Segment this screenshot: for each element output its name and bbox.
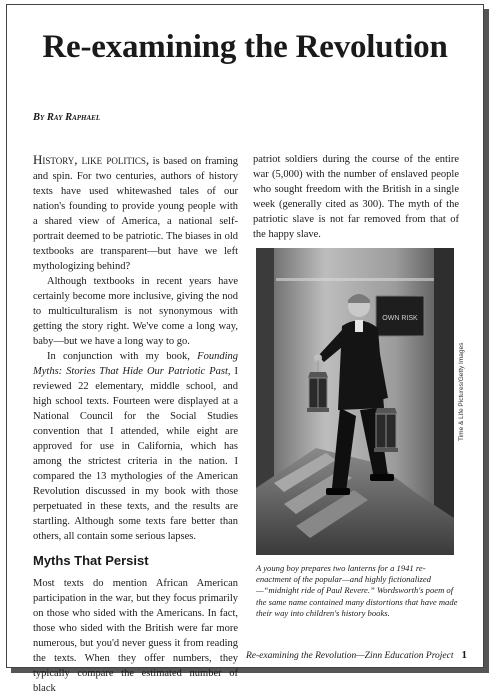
byline-prefix: By [33, 112, 45, 123]
page-footer [246, 649, 467, 661]
photo-caption: A young boy prepares two lanterns for a 1941 re-enactment of the popular—and highly fictionalized—“midnight ride of Paul Revere.” Wordsworth's poem of the same name contained many distortions that have made their way into children's history books. [256, 563, 458, 618]
paragraph-3 [33, 349, 238, 544]
footer-text: Re-examining the Revolution—Zinn Education Project [245, 651, 454, 661]
paragraph-4: Most texts do mention African American participation in the war, but they focus primarily on those who sided with the Americans. In fact, those who sided with the British were far more numerous, but you'd never guess it from reading the texts. When they offer numbers, they typically compare the estimated number of black [33, 578, 238, 694]
paragraph-3-text-b: , I reviewed 22 elementary, middle school, and high school texts. Fourteen were displayed at a National Council for the Social Studies convention that I attended, while eight are approved for use in California, which has among the strictest criteria in the nation. I compared the 13 mythologies of the American Revolution discussed in my book with those perpetuated in these texts, and the results are startling. Although some texts fare better than others, all contain some serious lapses. [33, 366, 238, 542]
photo-boy-with-lanterns [256, 248, 454, 555]
paragraph-2: Although textbooks in recent years have certainly become more inclusive, giving the nod to multiculturalism is not synonymous with getting the story right. We've come a long way, baby—but we have a long way to go. [33, 276, 238, 347]
photo-credit: Time & Life Pictures/Getty Images [458, 342, 465, 441]
sign-text: OWN RISK [382, 315, 418, 322]
byline [33, 112, 100, 123]
paragraph-right-1: patriot soldiers during the course of the entire war (5,000) with the number of enslaved people who sought freedom with the British in a single week (generally cited as 300). The myth of the patriotic slave is not far removed from that of the happy slave. [253, 154, 459, 240]
document-page [6, 4, 484, 694]
page-number: 1 [461, 649, 467, 661]
paragraph-3-text-a: In conjunction with my book, [47, 351, 198, 362]
photo-illustration [256, 248, 454, 555]
paragraph-1 [33, 152, 238, 274]
book-title: Founding Myths: Stories That Hide Our Patriotic Past [33, 351, 238, 377]
article-title: Re-examining the Revolution [42, 29, 448, 65]
section-heading: Myths That Persist [33, 553, 149, 568]
right-column [253, 152, 459, 242]
left-column [33, 152, 238, 696]
paragraph-1-text: is based on framing and spin. For two centuries, authors of history texts have used whitewashed tales of our nation's founding to provide young people with a shared view of America, a national self-portrait deemed to be patriotic. The biases in old textbooks are transparent—but have we left mythologizing behind? [33, 156, 238, 272]
byline-author: Ray Raphael [46, 112, 101, 123]
lead-in: History, like politics, [33, 152, 150, 167]
